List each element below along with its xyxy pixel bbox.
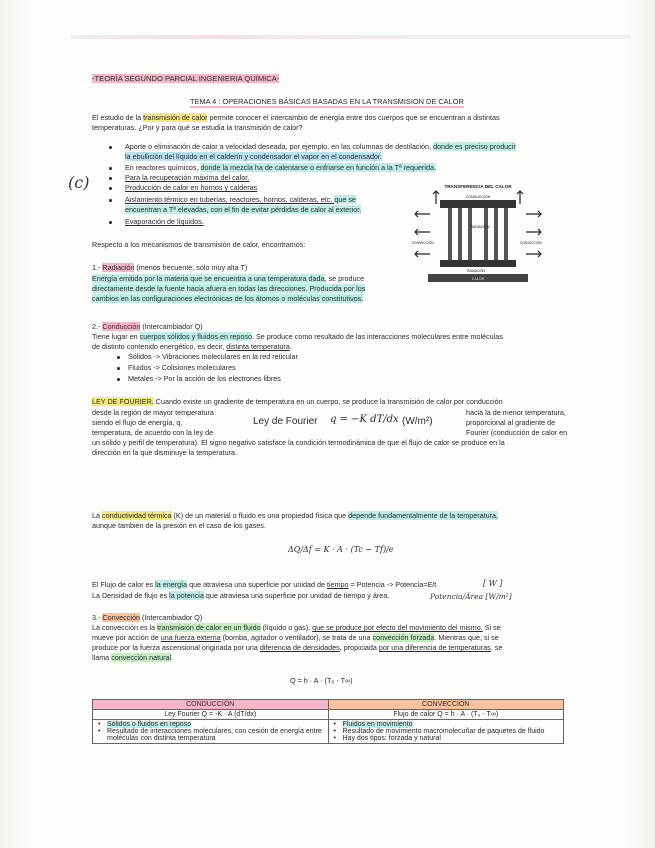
diagram-fins: [448, 208, 508, 260]
table-cell-conduction: [93, 720, 329, 744]
list-item: • Fluidos en movimiento: [333, 721, 413, 728]
intro-line-2: temperaturas. ¿Por y para qué se estudia la transmisión de calor?: [92, 123, 303, 132]
table-header-convection: CONVECCIÓN: [328, 700, 564, 710]
convection-heading: 3.- Convección (Intercambiador Q): [92, 613, 203, 622]
flux-line-2: La Densidad de flujo es la potencia que atraviesa una superficie por unidad de tiempo y área.: [92, 591, 390, 600]
table-formula-convection: Flujo de calor Q = h · A · (T₀ - T∞): [328, 710, 564, 720]
convection-formula: Q = h · A · (T₀ - T∞): [290, 676, 353, 685]
flux-note-density: Potencia/Área [W/m²]: [430, 592, 512, 601]
bullet-glyph: •: [98, 721, 101, 728]
fourier-line-6: dirección en la que disminuye la temperatura.: [92, 448, 238, 457]
bullet-glyph: •: [98, 728, 101, 735]
diagram-label-conveccion-right: CONVECCIÓN: [520, 241, 542, 245]
fourier-line-1: LEY DE FOURIER. Cuando existe un gradiente de temperatura en un cuerpo, se produce la transmisión de calor por conducción: [92, 397, 503, 406]
bullet-glyph: •: [333, 728, 336, 735]
diagram-bottom-plate: [440, 260, 516, 267]
diagram-label-radiacion-bottom: RADIACIÓN: [467, 269, 485, 273]
bullet-glyph: •: [333, 721, 336, 728]
topic-title: TEMA 4 : OPERACIONES BÁSICAS BASADAS EN LA TRANSMISION DE CALOR: [190, 97, 464, 108]
bullet: [109, 187, 112, 190]
scan-artifact-line: [70, 35, 630, 39]
intro-bullet-5-cont: encuentran a Tª elevadas, con el fin de evitar pérdidas de calor al exterior.: [125, 205, 362, 214]
heat-transfer-diagram: [408, 184, 548, 290]
conduction-bullet-3: Metales -> Por la acción de los electrones libres: [128, 374, 281, 383]
diagram-label-radiacion: RADIACIÓN: [470, 225, 490, 229]
bullet-glyph: •: [333, 735, 336, 742]
intro-bullet-1-cont: la ebullición del líquido en el calderín y condensador el vapor en el condensador.: [125, 152, 382, 161]
intro-bullet-2: En reactores químicos, donde la mezcla ha de calentarse o enfriarse en función a la Tª requerida.: [125, 163, 436, 172]
convection-line-4: llama convección natural.: [92, 653, 174, 662]
conduction-line-2: de distinto contenido energético, es decir, distinta temperatura.: [92, 342, 292, 351]
radiation-line-3: cambios en las configuraciones electrónicas de los átomos o moléculas constitutivos.: [92, 294, 364, 303]
fourier-formula-label: Ley de Fourier: [253, 416, 318, 427]
comparison-table: [92, 699, 564, 744]
flux-line-1: El Flujo de calor es la energía que atraviesa una superficie por unidad de tiempo = Potencia -> Potencia=E/t: [92, 580, 437, 589]
radiation-heading: 1.- Radiación (menos frecuente, sólo muy alta T): [92, 263, 248, 272]
fourier-left-1: desde la región de mayor temperatura: [92, 408, 214, 417]
bullet: [117, 378, 120, 381]
list-item: • Hay dos tipos: forzada y natural: [333, 735, 441, 742]
bullet: [109, 177, 112, 180]
fourier-left-3: temperatura, de acuerdo con la ley de: [92, 428, 214, 437]
flux-note-units: [ W ]: [483, 579, 503, 588]
list-item: • Resultado de movimiento macromolecuñar de paquetes de fluido: [333, 728, 545, 735]
convection-line-3: produce por la fuerza ascensional originada por una diferencia de densidades, propiciada por una diferencia de temperaturas, se: [92, 643, 503, 652]
bullet: [117, 356, 120, 359]
diagram-label-conveccion-left: CONVECCIÓN: [412, 241, 434, 245]
table-header-conduction: CONDUCCIÓN: [93, 700, 329, 710]
bullet: [109, 199, 112, 202]
diagram-label-base: CALOR: [471, 277, 485, 281]
table-cell-convection: [328, 720, 564, 744]
conduction-heading: 2.- Conducción (Intercambiador Q): [92, 322, 203, 331]
bullet: [117, 367, 120, 370]
fourier-units: (W/m²): [402, 416, 433, 427]
diagram-top-plate: [440, 200, 516, 208]
list-item: • Sólidos o fluidos en reposo: [98, 721, 192, 728]
bullet: [109, 146, 112, 149]
bullet: [109, 221, 112, 224]
fourier-right-1: hacia la de menor temperatura,: [466, 408, 566, 417]
table-formula-conduction: Ley Fourier Q = -K · A (dT/dx): [93, 710, 329, 720]
intro-bullet-4: Producción de calor en hornos y calderas: [125, 183, 258, 192]
list-item: • Resultado de interacciones moleculares, con cesión de energía entre moléculas con distinta temperatura: [98, 728, 322, 742]
conductivity-formula: ΔQ/Δf = K · A · (Tc − Tf)/e: [288, 545, 394, 554]
margin-handwritten-note: (c): [68, 173, 90, 192]
intro-bullet-3: Para la recuperación máxima del calor.: [125, 173, 250, 182]
fourier-right-3: Fourier (conducción de calor en: [466, 428, 568, 437]
diagram-label-conduccion: CONDUCCIÓN: [465, 195, 491, 199]
mechanisms-intro: Respecto a los mecanismos de transmisión de calor, encontramos:: [92, 240, 306, 249]
diagram-title: TRANSFERENCIA DEL CALOR: [444, 184, 512, 189]
fourier-line-5: un sólido y perfil de temperatura). El signo negativo satisface la condición termodinámica de que el flujo de calor se produce en la: [92, 438, 505, 447]
conduction-line-1: Tiene lugar en cuerpos sólidos y fluidos en reposo. Se produce como resultado de las interacciones moleculares entre moléculas: [92, 332, 503, 341]
document-header: -TEORÍA SEGUNDO PARCIAL INGENIERIA QUÍMICA-: [92, 74, 280, 83]
intro-bullet-6: Evaporación de líquidos.: [125, 217, 204, 226]
bullet: [109, 167, 112, 170]
conduction-bullet-2: Fluidos -> Colisiones moleculares: [128, 363, 236, 372]
intro-bullet-1: Aporte o eliminación de calor a velocidad deseada, por ejemplo, en las columnas de destilación, donde es preciso producir: [125, 142, 516, 151]
fourier-formula: q = −K dT/dx: [330, 414, 399, 425]
intro-line-1: El estudio de la transmisión de calor permite conocer el intercambio de energía entre dos cuerpos que se encuentran a distintas: [92, 113, 500, 122]
radiation-line-1: Energía emitida por la materia que se encuentra a una temperatura dada, se produce: [92, 274, 365, 283]
fourier-left-2: siendo el flujo de energía, q,: [92, 418, 183, 427]
conductivity-line-1: La conductividad térmica (K) de un material o fluido es una propiedad física que depende fundamentalmente de la temperatura,: [92, 511, 498, 520]
conduction-bullet-1: Sólidos -> Vibraciones moleculares en la red reticular: [128, 352, 298, 361]
intro-bullet-5: Aislamiento térmico en tuberías, reactores, hornos, calderas, etc. que se: [125, 195, 356, 204]
radiation-line-2: directamente desde la fuente hacia afuera en todas las direcciones. Producida por los: [92, 284, 366, 293]
conductivity-line-2: aunque también de la presión en el caso de los gases.: [92, 521, 266, 530]
convection-line-1: La convección es la transmisión de calor en un fluido (líquido o gas), que se produce por efecto del movimiento del mismo. Si se: [92, 623, 501, 632]
fourier-right-2: proporcional al gradiente de: [466, 418, 556, 427]
convection-line-2: mueve por acción de una fuerza externa (bomba, agitador o ventilador), se trata de una convección forzada. Mientras que, si se: [92, 633, 499, 642]
